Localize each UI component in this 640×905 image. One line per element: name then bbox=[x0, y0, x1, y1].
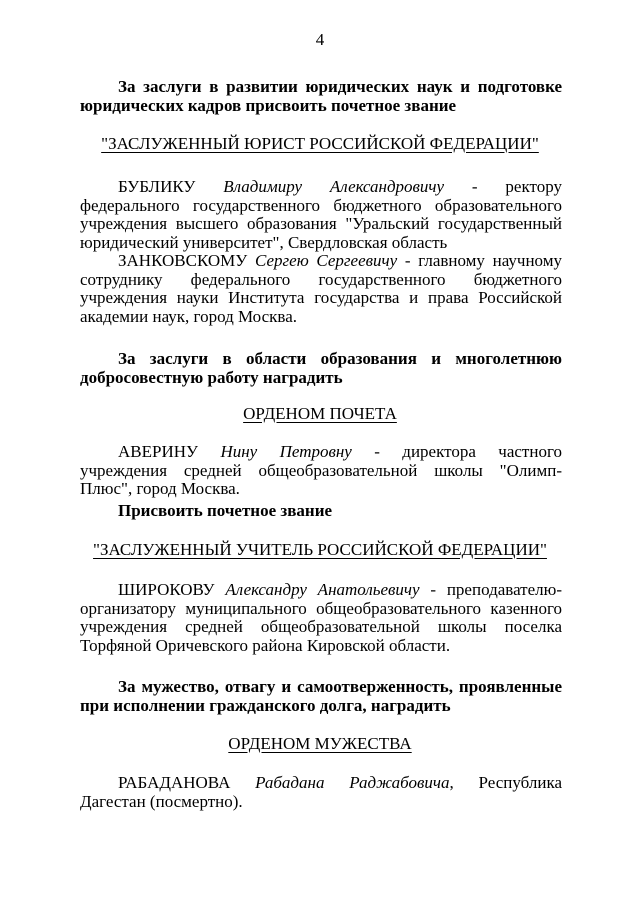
entry-surname: ЗАНКОВСКОМУ bbox=[118, 251, 248, 270]
section-1-preamble: За заслуги в развитии юридических наук и подготовке юридических кадров присвоить почетное звание bbox=[80, 77, 562, 115]
entry-text: - преподавателю-организатору муниципального общеобразовательного казенного учреждения средней общеобразовательной школы поселка Торфяной Оричевского района Кировской области. bbox=[80, 580, 563, 655]
section-1-entry-2 bbox=[80, 252, 562, 326]
entry-given-name: Рабадана Раджабовича bbox=[255, 773, 450, 792]
entry-given-name: Сергею Сергеевичу bbox=[255, 251, 398, 270]
entry-given-name: Владимиру Александровичу bbox=[223, 177, 445, 196]
entry-text: - ректору федерального государственного бюджетного образовательного учреждения высшего образования "Уральский государственный юридический университет", Свердловская область bbox=[80, 177, 562, 252]
section-3-title: "ЗАСЛУЖЕННЫЙ УЧИТЕЛЬ РОССИЙСКОЙ ФЕДЕРАЦИИ" bbox=[93, 540, 547, 559]
section-2-preamble: За заслуги в области образования и многолетнюю добросовестную работу наградить bbox=[80, 349, 562, 387]
entry-surname: БУБЛИКУ bbox=[118, 177, 196, 196]
entry-given-name: Александру Анатольевичу bbox=[225, 580, 420, 599]
section-1-title: "ЗАСЛУЖЕННЫЙ ЮРИСТ РОССИЙСКОЙ ФЕДЕРАЦИИ" bbox=[101, 134, 539, 153]
entry-text: , Республика Дагестан (посмертно). bbox=[80, 773, 563, 811]
page-number: 4 bbox=[315, 30, 325, 49]
entry-given-name: Нину Петровну bbox=[220, 442, 352, 461]
section-2-entry-1 bbox=[80, 443, 562, 499]
section-4-entry-1 bbox=[80, 774, 562, 811]
section-3-entry-1 bbox=[80, 581, 562, 655]
entry-text: - директора частного учреждения средней общеобразовательной школы "Олимп-Плюс", город Москва. bbox=[80, 442, 562, 498]
section-4-title: ОРДЕНОМ МУЖЕСТВА bbox=[228, 734, 412, 753]
entry-text: - главному научному сотруднику федерального государственного бюджетного учреждения науки Института государства и права Российской академии наук, город Москва. bbox=[80, 251, 562, 326]
entry-surname: РАБАДАНОВА bbox=[118, 773, 231, 792]
section-4-preamble: За мужество, отвагу и самоотверженность, проявленные при исполнении гражданского долга, наградить bbox=[80, 677, 562, 715]
section-2-title: ОРДЕНОМ ПОЧЕТА bbox=[243, 404, 397, 423]
entry-surname: ШИРОКОВУ bbox=[118, 580, 215, 599]
entry-surname: АВЕРИНУ bbox=[118, 442, 199, 461]
section-3-preamble: Присвоить почетное звание bbox=[118, 501, 333, 520]
section-1-entry-1 bbox=[80, 178, 562, 252]
